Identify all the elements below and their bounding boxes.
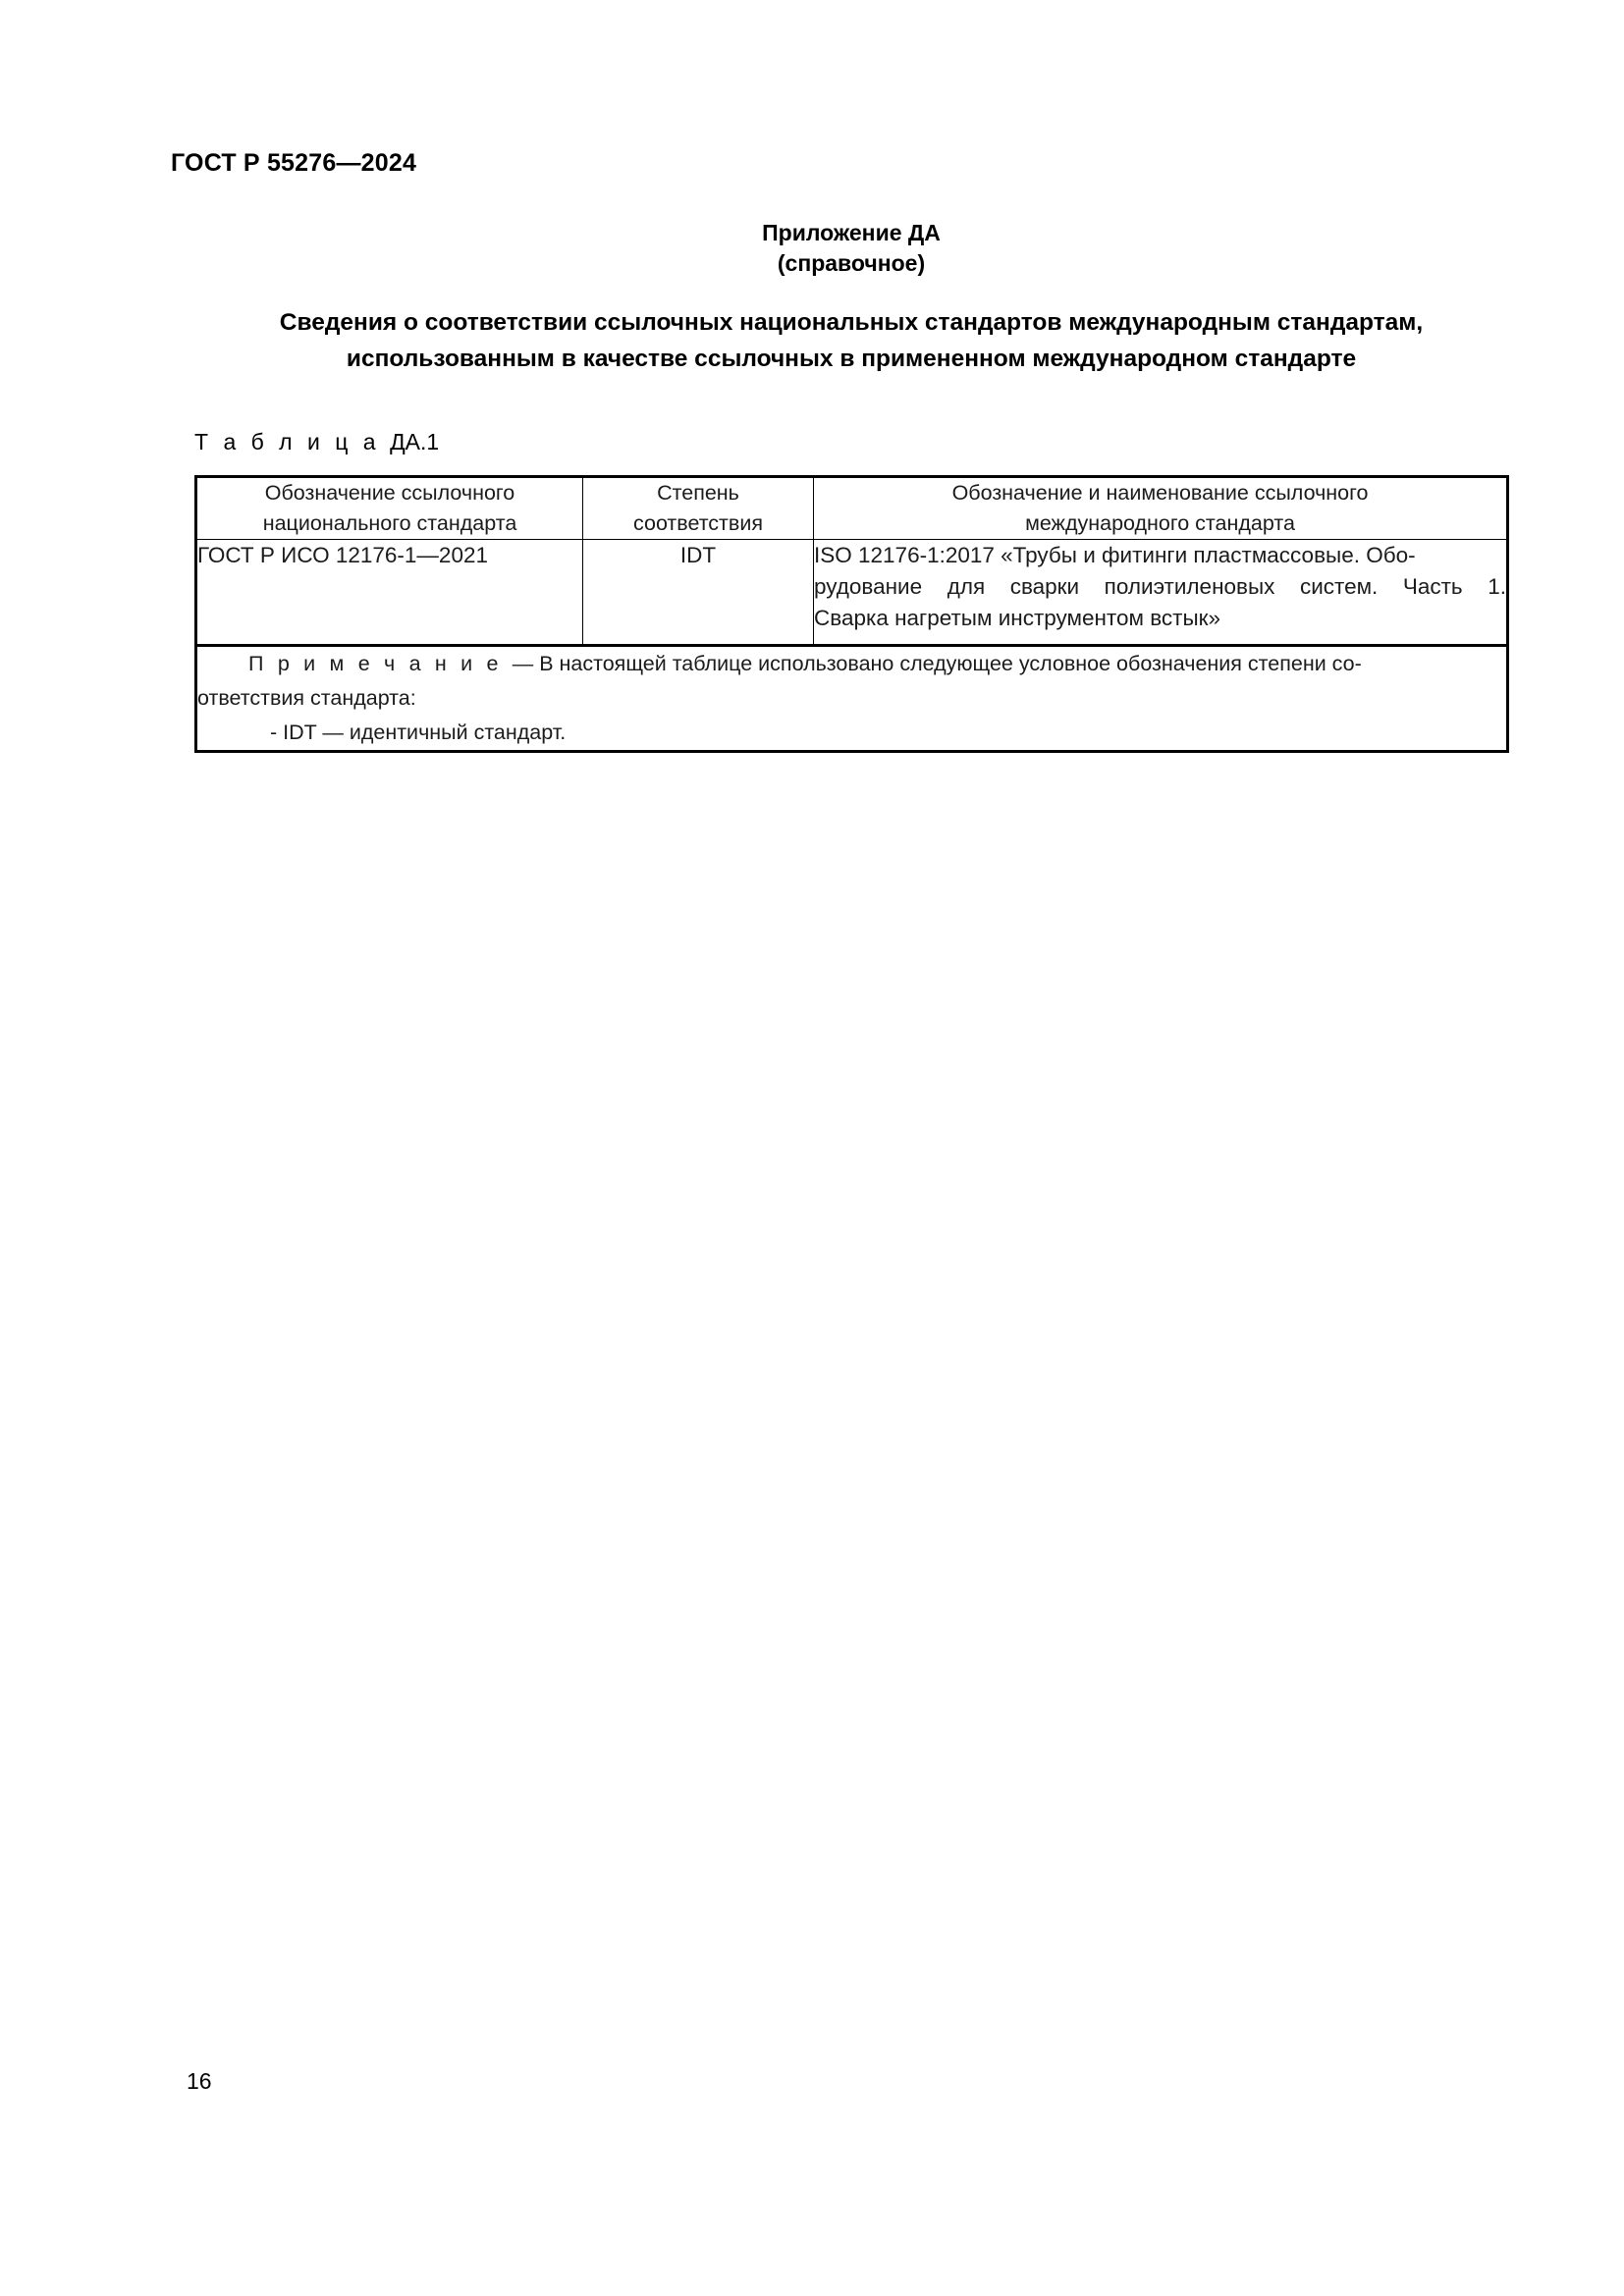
table-header-row — [196, 477, 1508, 540]
table-note — [196, 646, 1508, 752]
table-header-national-standard — [196, 477, 583, 540]
header-cell-line: Обозначение и наименование ссылочного — [951, 481, 1369, 505]
header-cell-line: национального стандарта — [262, 511, 517, 535]
note-dash: — — [512, 652, 534, 675]
international-standard-line: рудование для сварки полиэтиленовых систем. Часть 1. — [814, 574, 1506, 599]
page-number: 16 — [187, 2068, 212, 2094]
table-header-international-standard — [814, 477, 1508, 540]
reference-standards-table-wrapper — [194, 475, 1509, 753]
running-head: ГОСТ Р 55276—2024 — [171, 149, 417, 177]
header-cell-line: Обозначение ссылочного — [264, 481, 515, 505]
international-standard-line: ISO 12176-1:2017 «Трубы и фитинги пластмассовые. Обо- — [814, 543, 1416, 567]
reference-standards-table — [194, 475, 1509, 753]
cell-international-standard — [814, 540, 1508, 646]
table-caption-number: ДА.1 — [390, 429, 440, 454]
annex-title-line-1: Сведения о соответствии ссылочных национальных стандартов международным стандартам, — [279, 309, 1424, 336]
table-caption-label: Т а б л и ц а — [194, 429, 381, 454]
note-text-line: - IDT — идентичный стандарт. — [270, 721, 567, 744]
cell-national-standard — [196, 540, 583, 646]
note-first-line — [197, 647, 1506, 681]
header-cell-line: Степень — [657, 481, 739, 505]
annex-title-line-2: использованным в качестве ссылочных в примененном международном стандарте — [346, 346, 1357, 372]
annex-heading-block — [193, 218, 1509, 279]
table-note-row — [196, 646, 1508, 752]
header-cell-line: соответствия — [633, 511, 763, 535]
table-row — [196, 540, 1508, 646]
annex-title — [193, 304, 1509, 377]
degree-of-conformity-value: IDT — [679, 543, 717, 567]
annex-kind: (справочное) — [777, 250, 926, 276]
note-text-line: ответствия стандарта: — [197, 686, 416, 710]
table-caption — [194, 429, 439, 455]
note-text-line: В настоящей таблице использовано следующее условное обозначения степени со- — [539, 652, 1362, 675]
annex-name: Приложение ДА — [762, 220, 941, 245]
note-label: П р и м е ч а н и е — [248, 652, 503, 675]
national-standard-designation: ГОСТ Р ИСО 12176-1—2021 — [197, 543, 488, 567]
cell-degree-of-conformity — [583, 540, 814, 646]
table-header-degree — [583, 477, 814, 540]
international-standard-line: Сварка нагретым инструментом встык» — [814, 606, 1220, 630]
header-cell-line: международного стандарта — [1025, 511, 1295, 535]
